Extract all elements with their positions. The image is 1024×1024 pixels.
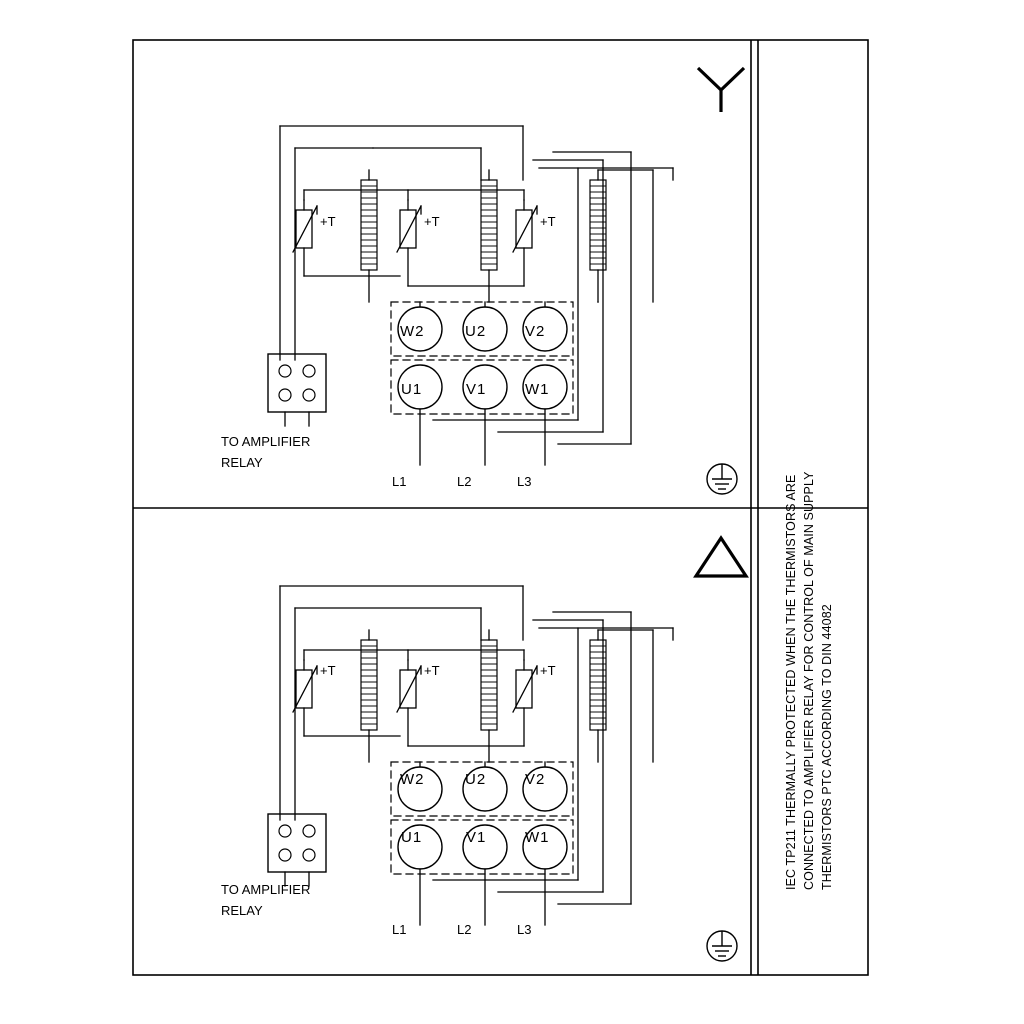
thermistor-label-3: +T — [540, 214, 556, 229]
amplifier-label-delta-line1: TO AMPLIFIER — [221, 882, 311, 897]
note-line-1: IEC TP211 THERMALLY PROTECTED WHEN THE THERMISTORS ARE — [784, 474, 798, 890]
note-line-2: CONNECTED TO AMPLIFIER RELAY FOR CONTROL OF MAIN SUPPLY — [802, 471, 816, 890]
star-wye-symbol — [690, 60, 752, 118]
earth-ground-symbol — [697, 925, 747, 969]
supply-line-l1-delta: L1 — [392, 922, 407, 937]
earth-ground-symbol — [697, 458, 747, 502]
terminal-u1-delta: U1 — [401, 829, 423, 846]
terminal-v1-delta: V1 — [466, 829, 487, 846]
thermistor-label-1: +T — [320, 214, 336, 229]
amplifier-label-delta-line2: RELAY — [221, 903, 263, 918]
terminal-u2-star: U2 — [465, 323, 487, 340]
terminal-w1-delta: W1 — [525, 829, 550, 846]
supply-line-l3-delta: L3 — [517, 922, 532, 937]
note-line-3: THERMISTORS PTC ACCORDING TO DIN 44082 — [820, 604, 834, 890]
amplifier-label-star-line2: RELAY — [221, 455, 263, 470]
supply-line-l2-delta: L2 — [457, 922, 472, 937]
thermistor-label-4: +T — [320, 663, 336, 678]
amplifier-label-star-line1: TO AMPLIFIER — [221, 434, 311, 449]
terminal-w2-star: W2 — [400, 323, 425, 340]
terminal-v1-star: V1 — [466, 381, 487, 398]
thermistor-label-5: +T — [424, 663, 440, 678]
supply-line-l2-star: L2 — [457, 474, 472, 489]
terminal-v2-delta: V2 — [525, 771, 546, 788]
supply-line-l3-star: L3 — [517, 474, 532, 489]
supply-line-l1-star: L1 — [392, 474, 407, 489]
thermistor-label-2: +T — [424, 214, 440, 229]
terminal-v2-star: V2 — [525, 323, 546, 340]
terminal-u2-delta: U2 — [465, 771, 487, 788]
terminal-w2-delta: W2 — [400, 771, 425, 788]
delta-triangle-symbol — [690, 532, 752, 580]
terminal-u1-star: U1 — [401, 381, 423, 398]
terminal-w1-star: W1 — [525, 381, 550, 398]
thermistor-label-6: +T — [540, 663, 556, 678]
